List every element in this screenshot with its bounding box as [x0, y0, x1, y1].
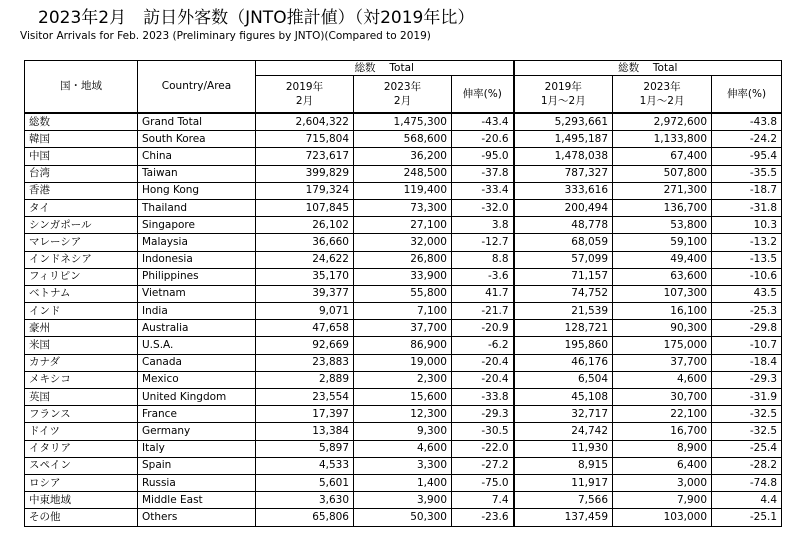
table-row	[25, 217, 782, 234]
cell-country-en: Philippines	[138, 268, 256, 285]
cell-country-jp: タイ	[25, 199, 138, 216]
cell-jan-feb-2023: 53,800	[613, 217, 712, 234]
cell-jan-feb-2023: 175,000	[613, 337, 712, 354]
cell-growth-cumulative: -95.4	[712, 148, 782, 165]
header-row-group	[25, 61, 782, 76]
cell-feb-2023: 27,100	[354, 217, 452, 234]
cell-growth-month: -43.4	[452, 113, 514, 131]
cell-country-jp: その他	[25, 509, 138, 526]
cell-country-en: Italy	[138, 440, 256, 457]
cell-growth-cumulative: -24.2	[712, 131, 782, 148]
cell-feb-2023: 9,300	[354, 423, 452, 440]
table-row	[25, 148, 782, 165]
cell-country-en: Canada	[138, 354, 256, 371]
table-row	[25, 423, 782, 440]
cell-growth-cumulative: -43.8	[712, 113, 782, 131]
cell-country-jp: マレーシア	[25, 234, 138, 251]
cell-feb-2019: 5,897	[256, 440, 354, 457]
cell-feb-2019: 2,889	[256, 371, 354, 388]
header-group-cumulative: 総数 Total	[514, 61, 782, 76]
cell-jan-feb-2023: 30,700	[613, 389, 712, 406]
cell-growth-cumulative: -10.7	[712, 337, 782, 354]
cell-country-jp: 中東地域	[25, 492, 138, 509]
header-2023-jan-feb: 2023年 1月～2月	[613, 76, 712, 114]
cell-growth-month: -95.0	[452, 148, 514, 165]
cell-jan-feb-2019: 74,752	[514, 285, 613, 302]
cell-country-en: U.S.A.	[138, 337, 256, 354]
cell-country-en: Others	[138, 509, 256, 526]
cell-growth-cumulative: -10.6	[712, 268, 782, 285]
cell-jan-feb-2019: 48,778	[514, 217, 613, 234]
table-row	[25, 337, 782, 354]
cell-jan-feb-2019: 200,494	[514, 199, 613, 216]
cell-country-jp: シンガポール	[25, 217, 138, 234]
cell-jan-feb-2023: 3,000	[613, 474, 712, 491]
cell-feb-2023: 19,000	[354, 354, 452, 371]
header-country-en: Country/Area	[138, 61, 256, 114]
cell-growth-month: -6.2	[452, 337, 514, 354]
table-row	[25, 234, 782, 251]
header-2019-feb: 2019年 2月	[256, 76, 354, 114]
table-row	[25, 303, 782, 320]
cell-growth-month: -21.7	[452, 303, 514, 320]
cell-growth-cumulative: -31.8	[712, 199, 782, 216]
cell-jan-feb-2019: 71,157	[514, 268, 613, 285]
cell-feb-2019: 3,630	[256, 492, 354, 509]
cell-feb-2023: 86,900	[354, 337, 452, 354]
cell-feb-2023: 3,900	[354, 492, 452, 509]
cell-jan-feb-2019: 195,860	[514, 337, 613, 354]
cell-jan-feb-2019: 45,108	[514, 389, 613, 406]
header-2019-jan-feb: 2019年 1月～2月	[514, 76, 613, 114]
cell-country-jp: インド	[25, 303, 138, 320]
cell-growth-cumulative: -25.4	[712, 440, 782, 457]
cell-country-en: Russia	[138, 474, 256, 491]
table-row	[25, 457, 782, 474]
cell-country-en: Taiwan	[138, 165, 256, 182]
cell-jan-feb-2023: 16,700	[613, 423, 712, 440]
cell-jan-feb-2019: 68,059	[514, 234, 613, 251]
table-row	[25, 165, 782, 182]
cell-country-en: France	[138, 406, 256, 423]
cell-feb-2023: 568,600	[354, 131, 452, 148]
table-row	[25, 492, 782, 509]
cell-country-en: Thailand	[138, 199, 256, 216]
cell-country-jp: 総数	[25, 113, 138, 131]
cell-feb-2023: 55,800	[354, 285, 452, 302]
cell-country-en: Australia	[138, 320, 256, 337]
cell-jan-feb-2019: 6,504	[514, 371, 613, 388]
cell-growth-month: -32.0	[452, 199, 514, 216]
cell-feb-2019: 723,617	[256, 148, 354, 165]
table-row	[25, 131, 782, 148]
cell-jan-feb-2023: 103,000	[613, 509, 712, 526]
cell-jan-feb-2019: 5,293,661	[514, 113, 613, 131]
cell-feb-2019: 179,324	[256, 182, 354, 199]
cell-country-jp: 中国	[25, 148, 138, 165]
cell-jan-feb-2023: 22,100	[613, 406, 712, 423]
cell-growth-month: -23.6	[452, 509, 514, 526]
cell-growth-cumulative: -29.3	[712, 371, 782, 388]
cell-jan-feb-2023: 271,300	[613, 182, 712, 199]
cell-growth-cumulative: 43.5	[712, 285, 782, 302]
cell-country-jp: スペイン	[25, 457, 138, 474]
header-2023-feb: 2023年 2月	[354, 76, 452, 114]
cell-growth-month: -12.7	[452, 234, 514, 251]
cell-growth-month: 41.7	[452, 285, 514, 302]
cell-feb-2019: 36,660	[256, 234, 354, 251]
cell-feb-2019: 26,102	[256, 217, 354, 234]
cell-country-en: Mexico	[138, 371, 256, 388]
table-row	[25, 371, 782, 388]
cell-jan-feb-2023: 90,300	[613, 320, 712, 337]
cell-feb-2023: 2,300	[354, 371, 452, 388]
cell-growth-month: -27.2	[452, 457, 514, 474]
cell-feb-2023: 12,300	[354, 406, 452, 423]
cell-feb-2019: 35,170	[256, 268, 354, 285]
cell-jan-feb-2023: 63,600	[613, 268, 712, 285]
cell-feb-2019: 5,601	[256, 474, 354, 491]
cell-growth-cumulative: -13.2	[712, 234, 782, 251]
cell-growth-month: -20.4	[452, 371, 514, 388]
cell-country-jp: フランス	[25, 406, 138, 423]
cell-feb-2023: 119,400	[354, 182, 452, 199]
cell-jan-feb-2019: 32,717	[514, 406, 613, 423]
cell-country-jp: 豪州	[25, 320, 138, 337]
cell-growth-cumulative: 4.4	[712, 492, 782, 509]
cell-jan-feb-2023: 67,400	[613, 148, 712, 165]
cell-growth-cumulative: -29.8	[712, 320, 782, 337]
cell-country-en: South Korea	[138, 131, 256, 148]
cell-growth-cumulative: -13.5	[712, 251, 782, 268]
cell-growth-month: -22.0	[452, 440, 514, 457]
table-row	[25, 199, 782, 216]
cell-feb-2019: 17,397	[256, 406, 354, 423]
table-row	[25, 406, 782, 423]
table-row	[25, 251, 782, 268]
cell-feb-2019: 65,806	[256, 509, 354, 526]
cell-country-en: Germany	[138, 423, 256, 440]
cell-jan-feb-2023: 2,972,600	[613, 113, 712, 131]
cell-country-jp: フィリピン	[25, 268, 138, 285]
cell-growth-month: -20.6	[452, 131, 514, 148]
cell-growth-month: 3.8	[452, 217, 514, 234]
cell-country-jp: ロシア	[25, 474, 138, 491]
page-title: 2023年2月 訪日外客数（JNTO推計値）（対2019年比）	[38, 8, 475, 28]
table-row	[25, 389, 782, 406]
cell-growth-cumulative: -32.5	[712, 423, 782, 440]
cell-feb-2023: 7,100	[354, 303, 452, 320]
cell-country-en: Hong Kong	[138, 182, 256, 199]
cell-growth-cumulative: -74.8	[712, 474, 782, 491]
cell-country-jp: ドイツ	[25, 423, 138, 440]
cell-jan-feb-2023: 136,700	[613, 199, 712, 216]
cell-growth-month: -20.4	[452, 354, 514, 371]
cell-feb-2019: 47,658	[256, 320, 354, 337]
cell-growth-month: -3.6	[452, 268, 514, 285]
cell-country-en: Grand Total	[138, 113, 256, 131]
cell-feb-2019: 23,883	[256, 354, 354, 371]
cell-country-en: Vietnam	[138, 285, 256, 302]
cell-jan-feb-2023: 37,700	[613, 354, 712, 371]
cell-country-jp: メキシコ	[25, 371, 138, 388]
cell-jan-feb-2019: 46,176	[514, 354, 613, 371]
cell-growth-month: 7.4	[452, 492, 514, 509]
cell-growth-month: -20.9	[452, 320, 514, 337]
cell-country-jp: 韓国	[25, 131, 138, 148]
cell-feb-2023: 50,300	[354, 509, 452, 526]
cell-growth-month: -75.0	[452, 474, 514, 491]
cell-feb-2019: 23,554	[256, 389, 354, 406]
cell-jan-feb-2023: 6,400	[613, 457, 712, 474]
cell-feb-2023: 1,475,300	[354, 113, 452, 131]
cell-feb-2019: 4,533	[256, 457, 354, 474]
cell-growth-cumulative: -25.3	[712, 303, 782, 320]
cell-feb-2023: 37,700	[354, 320, 452, 337]
cell-country-en: United Kingdom	[138, 389, 256, 406]
cell-country-en: Malaysia	[138, 234, 256, 251]
cell-country-jp: 英国	[25, 389, 138, 406]
cell-jan-feb-2023: 1,133,800	[613, 131, 712, 148]
header-country-jp: 国・地域	[25, 61, 138, 114]
cell-jan-feb-2019: 137,459	[514, 509, 613, 526]
cell-growth-month: -33.4	[452, 182, 514, 199]
header-group-month: 総数 Total	[256, 61, 514, 76]
cell-jan-feb-2023: 4,600	[613, 371, 712, 388]
cell-growth-cumulative: -28.2	[712, 457, 782, 474]
cell-jan-feb-2019: 7,566	[514, 492, 613, 509]
cell-jan-feb-2019: 128,721	[514, 320, 613, 337]
table-row	[25, 285, 782, 302]
cell-growth-cumulative: -18.4	[712, 354, 782, 371]
cell-feb-2023: 26,800	[354, 251, 452, 268]
cell-feb-2023: 248,500	[354, 165, 452, 182]
cell-jan-feb-2023: 7,900	[613, 492, 712, 509]
cell-feb-2023: 36,200	[354, 148, 452, 165]
cell-jan-feb-2019: 21,539	[514, 303, 613, 320]
cell-growth-month: -33.8	[452, 389, 514, 406]
cell-country-jp: 台湾	[25, 165, 138, 182]
cell-feb-2019: 24,622	[256, 251, 354, 268]
cell-jan-feb-2019: 11,917	[514, 474, 613, 491]
cell-country-en: Spain	[138, 457, 256, 474]
cell-jan-feb-2019: 8,915	[514, 457, 613, 474]
cell-feb-2019: 13,384	[256, 423, 354, 440]
cell-feb-2019: 39,377	[256, 285, 354, 302]
cell-feb-2023: 73,300	[354, 199, 452, 216]
cell-growth-cumulative: -31.9	[712, 389, 782, 406]
cell-country-en: India	[138, 303, 256, 320]
cell-jan-feb-2023: 16,100	[613, 303, 712, 320]
header-growth-month: 伸率(%)	[452, 76, 514, 114]
cell-jan-feb-2019: 11,930	[514, 440, 613, 457]
cell-feb-2019: 92,669	[256, 337, 354, 354]
cell-feb-2019: 9,071	[256, 303, 354, 320]
cell-jan-feb-2019: 24,742	[514, 423, 613, 440]
cell-jan-feb-2023: 8,900	[613, 440, 712, 457]
table-row	[25, 440, 782, 457]
cell-country-en: Singapore	[138, 217, 256, 234]
table-row	[25, 474, 782, 491]
table-row	[25, 182, 782, 199]
cell-growth-cumulative: -18.7	[712, 182, 782, 199]
table-row	[25, 354, 782, 371]
cell-country-jp: イタリア	[25, 440, 138, 457]
cell-jan-feb-2023: 507,800	[613, 165, 712, 182]
cell-jan-feb-2019: 57,099	[514, 251, 613, 268]
cell-country-jp: 香港	[25, 182, 138, 199]
cell-growth-cumulative: 10.3	[712, 217, 782, 234]
cell-feb-2023: 4,600	[354, 440, 452, 457]
cell-jan-feb-2023: 59,100	[613, 234, 712, 251]
cell-feb-2019: 399,829	[256, 165, 354, 182]
cell-feb-2019: 715,804	[256, 131, 354, 148]
cell-jan-feb-2019: 333,616	[514, 182, 613, 199]
cell-country-jp: ベトナム	[25, 285, 138, 302]
cell-feb-2023: 33,900	[354, 268, 452, 285]
cell-growth-month: -37.8	[452, 165, 514, 182]
cell-growth-month: -30.5	[452, 423, 514, 440]
cell-growth-month: -29.3	[452, 406, 514, 423]
cell-country-en: Indonesia	[138, 251, 256, 268]
cell-country-jp: カナダ	[25, 354, 138, 371]
cell-country-jp: インドネシア	[25, 251, 138, 268]
table-row	[25, 113, 782, 131]
cell-country-en: Middle East	[138, 492, 256, 509]
table-row	[25, 320, 782, 337]
cell-growth-cumulative: -35.5	[712, 165, 782, 182]
cell-country-jp: 米国	[25, 337, 138, 354]
table-row	[25, 268, 782, 285]
cell-country-en: China	[138, 148, 256, 165]
cell-jan-feb-2023: 49,400	[613, 251, 712, 268]
cell-feb-2023: 3,300	[354, 457, 452, 474]
cell-feb-2023: 32,000	[354, 234, 452, 251]
table-row	[25, 509, 782, 526]
cell-feb-2023: 1,400	[354, 474, 452, 491]
cell-feb-2019: 2,604,322	[256, 113, 354, 131]
cell-jan-feb-2019: 1,495,187	[514, 131, 613, 148]
header-growth-cumulative: 伸率(%)	[712, 76, 782, 114]
cell-jan-feb-2019: 1,478,038	[514, 148, 613, 165]
cell-feb-2023: 15,600	[354, 389, 452, 406]
cell-jan-feb-2019: 787,327	[514, 165, 613, 182]
page-subtitle: Visitor Arrivals for Feb. 2023 (Preliminary figures by JNTO)(Compared to 2019)	[20, 30, 431, 42]
cell-feb-2019: 107,845	[256, 199, 354, 216]
cell-growth-cumulative: -25.1	[712, 509, 782, 526]
visitor-arrivals-table	[24, 60, 782, 527]
cell-jan-feb-2023: 107,300	[613, 285, 712, 302]
cell-growth-cumulative: -32.5	[712, 406, 782, 423]
cell-growth-month: 8.8	[452, 251, 514, 268]
